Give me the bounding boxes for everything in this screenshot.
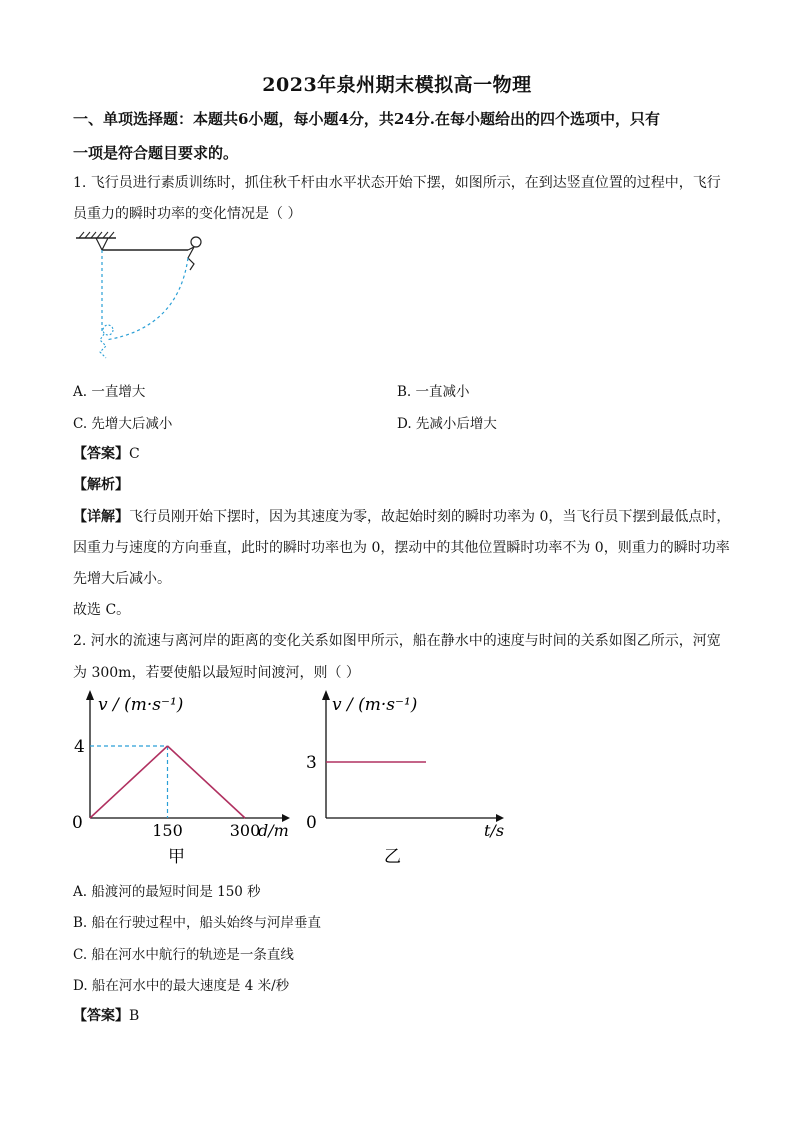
q2-stem-line1: 2. 河水的流速与离河岸的距离的变化关系如图甲所示，船在静水中的速度与时间的关系如图乙所示，河宽 <box>73 633 721 649</box>
q2-option-a[interactable]: A. 船渡河的最短时间是 150 秒 <box>73 884 261 900</box>
q1-option-c[interactable]: C. 先增大后减小 <box>73 416 173 432</box>
page-title: 2023年泉州期末模拟高一物理 <box>262 74 532 96</box>
chart-yi <box>300 684 520 874</box>
q1-detail-text1: 飞行员刚开始下摆时，因为其速度为零，故起始时刻的瞬时功率为 0，当飞行员下摆到最低点时， <box>129 509 731 525</box>
chart-jia-x-tick: 150 <box>152 821 183 840</box>
q2-stem-line2: 为 300m，若要使船以最短时间渡河，则（ ） <box>73 665 360 681</box>
q2-option-d[interactable]: D. 船在河水中的最大速度是 4 米/秒 <box>73 978 290 994</box>
q1-analysis-line <box>73 474 129 494</box>
chart-jia-y-arrow <box>86 690 94 700</box>
chart-jia-series-segment <box>90 746 168 818</box>
chart-jia-y-tick: 4 <box>74 737 85 757</box>
q1-detail-line1 <box>73 506 730 526</box>
chart-jia-x-tick: 300 <box>229 821 261 840</box>
chart-jia-origin: 0 <box>72 813 83 833</box>
q2-answer-tag: 【答案】 <box>73 1008 129 1024</box>
chart-jia-xlabel: d/m <box>258 821 289 840</box>
chart-jia-caption: 甲 <box>168 847 185 867</box>
q1-option-b[interactable]: B. 一直减小 <box>397 384 470 400</box>
q1-detail-tag: 【详解】 <box>73 509 129 525</box>
swing-figure <box>70 228 220 368</box>
pivot-right <box>102 238 108 250</box>
q2-answer-value: B <box>129 1008 140 1024</box>
section-header-line1: 一、单项选择题：本题共6小题，每小题4分，共24分.在每小题给出的四个选项中，只有 <box>73 110 660 128</box>
q1-detail-line2: 因重力与速度的方向垂直，此时的瞬时功率也为 0，摆动中的其他位置瞬时功率不为 0，则重力的瞬时功率 <box>73 540 730 556</box>
q1-conclusion: 故选 C。 <box>73 602 131 618</box>
q2-answer-line <box>73 1005 139 1025</box>
q1-option-d[interactable]: D. 先减小后增大 <box>397 416 497 432</box>
section-header-line2: 一项是符合题目要求的。 <box>73 144 239 162</box>
q1-answer-tag: 【答案】 <box>73 446 129 462</box>
chart-jia-ylabel: v / (m·s⁻¹) <box>98 695 184 715</box>
q1-answer-value: C <box>129 446 140 462</box>
chart-yi-y-arrow <box>322 690 330 700</box>
chart-yi-caption: 乙 <box>384 847 401 867</box>
chart-yi-origin: 0 <box>306 813 317 833</box>
q1-stem-line2: 员重力的瞬时功率的变化情况是（ ） <box>73 206 302 222</box>
q1-stem-line1: 1. 飞行员进行素质训练时，抓住秋千杆由水平状态开始下摆，如图所示，在到达竖直位置的过程中，飞行 <box>73 175 721 191</box>
pivot-left <box>96 238 102 250</box>
q2-option-c[interactable]: C. 船在河水中航行的轨迹是一条直线 <box>73 947 294 963</box>
q1-analysis-tag: 【解析】 <box>73 477 129 493</box>
chart-yi-ylabel: v / (m·s⁻¹) <box>332 695 418 715</box>
pilot-horizontal <box>188 237 201 270</box>
q2-option-b[interactable]: B. 船在行驶过程中，船头始终与河岸垂直 <box>73 915 322 931</box>
swing-arc <box>106 258 188 340</box>
ceiling-hatch <box>76 232 116 238</box>
chart-jia <box>60 684 300 874</box>
q1-answer-line <box>73 443 140 463</box>
chart-yi-y-tick: 3 <box>306 753 317 773</box>
chart-jia-series-segment <box>168 746 246 818</box>
q1-option-a[interactable]: A. 一直增大 <box>73 384 146 400</box>
chart-yi-xlabel: t/s <box>484 821 505 840</box>
q1-detail-line3: 先增大后减小。 <box>73 571 171 587</box>
